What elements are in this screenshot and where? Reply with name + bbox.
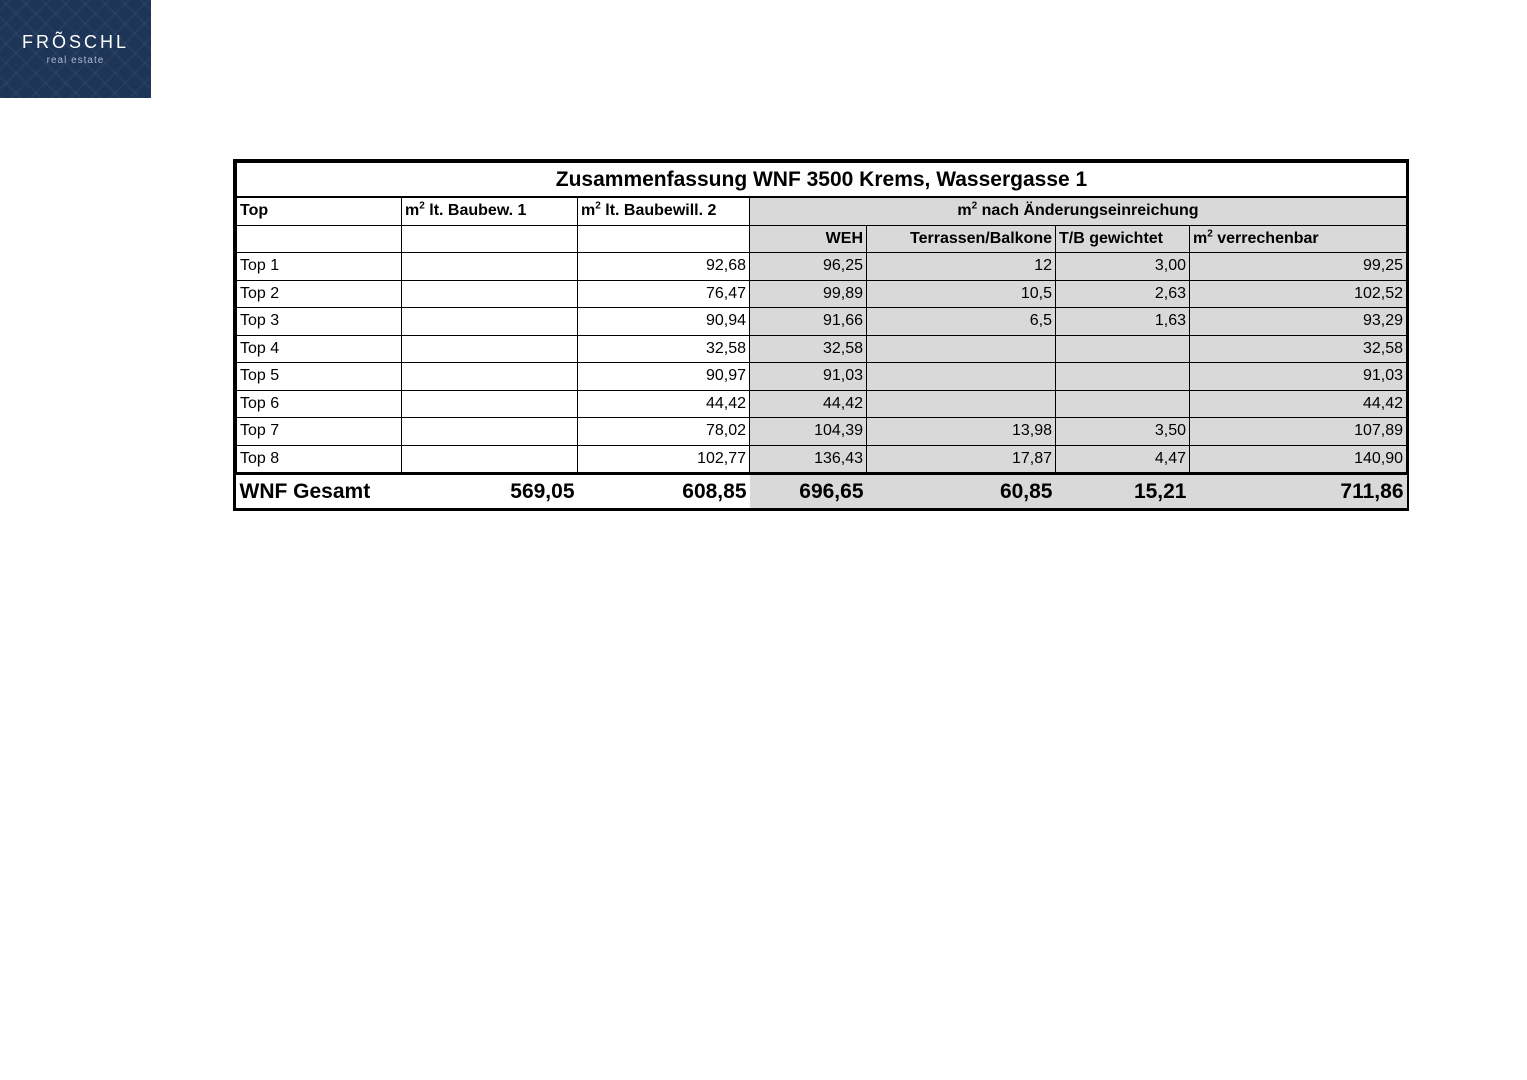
- header-empty-cell: [237, 225, 402, 253]
- cell-terrassen: 17,87: [867, 445, 1056, 474]
- table-row: [237, 445, 1407, 474]
- unit-superscript: 2: [595, 200, 601, 212]
- header-group-label: nach Änderungseinreichung: [981, 202, 1199, 220]
- unit-label: m: [405, 202, 420, 220]
- table-row: [237, 280, 1407, 308]
- total-terrassen: 60,85: [867, 474, 1056, 509]
- header-terrassen: Terrassen/Balkone: [867, 225, 1056, 253]
- cell-top: Top 1: [237, 253, 402, 281]
- total-row: [237, 474, 1407, 509]
- cell-top: Top 4: [237, 335, 402, 363]
- header-weh: WEH: [750, 225, 867, 253]
- cell-verrechenbar: 102,52: [1190, 280, 1407, 308]
- cell-verrechenbar: 44,42: [1190, 390, 1407, 418]
- company-logo: [0, 0, 151, 98]
- header-row-2: [237, 225, 1407, 253]
- header-tb: T/B gewichtet: [1056, 225, 1190, 253]
- header-baubew1-label: lt. Baubew. 1: [429, 202, 527, 220]
- cell-tb: 4,47: [1056, 445, 1190, 474]
- header-empty-cell: [402, 225, 578, 253]
- cell-tb: [1056, 390, 1190, 418]
- cell-weh: 91,66: [750, 308, 867, 336]
- cell-verrechenbar: 107,89: [1190, 418, 1407, 446]
- header-row-1: [237, 197, 1407, 225]
- logo-subtitle: real estate: [46, 55, 105, 66]
- cell-weh: 99,89: [750, 280, 867, 308]
- total-tb: 15,21: [1056, 474, 1190, 509]
- header-verrechenbar-label: verrechenbar: [1217, 229, 1319, 247]
- cell-baubew1: [402, 363, 578, 391]
- total-baubew1: 569,05: [402, 474, 578, 509]
- cell-weh: 136,43: [750, 445, 867, 474]
- unit-superscript: 2: [971, 200, 978, 212]
- header-top: Top: [237, 197, 402, 225]
- table-row: [237, 418, 1407, 446]
- cell-baubew1: [402, 418, 578, 446]
- cell-baubewill2: 92,68: [578, 253, 750, 281]
- total-label: WNF Gesamt: [237, 474, 402, 509]
- cell-tb: 2,63: [1056, 280, 1190, 308]
- title-row: [237, 163, 1407, 198]
- cell-terrassen: 10,5: [867, 280, 1056, 308]
- cell-baubew1: [402, 253, 578, 281]
- cell-baubewill2: 76,47: [578, 280, 750, 308]
- total-baubewill2: 608,85: [578, 474, 750, 509]
- cell-weh: 104,39: [750, 418, 867, 446]
- cell-top: Top 7: [237, 418, 402, 446]
- cell-verrechenbar: 93,29: [1190, 308, 1407, 336]
- table-row: [237, 363, 1407, 391]
- cell-tb: [1056, 335, 1190, 363]
- cell-baubewill2: 78,02: [578, 418, 750, 446]
- cell-verrechenbar: 32,58: [1190, 335, 1407, 363]
- cell-top: Top 2: [237, 280, 402, 308]
- cell-baubewill2: 32,58: [578, 335, 750, 363]
- cell-terrassen: 13,98: [867, 418, 1056, 446]
- table-row: [237, 308, 1407, 336]
- cell-baubew1: [402, 280, 578, 308]
- table-row: [237, 253, 1407, 281]
- cell-weh: 91,03: [750, 363, 867, 391]
- cell-tb: 3,50: [1056, 418, 1190, 446]
- cell-verrechenbar: 99,25: [1190, 253, 1407, 281]
- logo-name: FRÕSCHL: [21, 32, 129, 52]
- cell-verrechenbar: 140,90: [1190, 445, 1407, 474]
- cell-tb: 3,00: [1056, 253, 1190, 281]
- summary-table: [236, 162, 1407, 508]
- cell-top: Top 3: [237, 308, 402, 336]
- cell-baubew1: [402, 390, 578, 418]
- header-empty-cell: [578, 225, 750, 253]
- cell-terrassen: [867, 335, 1056, 363]
- header-baubew1: [402, 197, 578, 225]
- cell-verrechenbar: 91,03: [1190, 363, 1407, 391]
- cell-weh: 44,42: [750, 390, 867, 418]
- cell-baubew1: [402, 445, 578, 474]
- cell-baubew1: [402, 308, 578, 336]
- cell-baubewill2: 44,42: [578, 390, 750, 418]
- cell-baubewill2: 90,97: [578, 363, 750, 391]
- cell-baubewill2: 90,94: [578, 308, 750, 336]
- header-group: [750, 197, 1407, 225]
- cell-terrassen: [867, 363, 1056, 391]
- cell-top: Top 6: [237, 390, 402, 418]
- cell-baubewill2: 102,77: [578, 445, 750, 474]
- cell-tb: 1,63: [1056, 308, 1190, 336]
- cell-tb: [1056, 363, 1190, 391]
- table-row: [237, 335, 1407, 363]
- cell-weh: 32,58: [750, 335, 867, 363]
- cell-top: Top 8: [237, 445, 402, 474]
- summary-table-container: [233, 159, 1409, 511]
- cell-terrassen: 12: [867, 253, 1056, 281]
- table-row: [237, 390, 1407, 418]
- total-verrechenbar: 711,86: [1190, 474, 1407, 509]
- cell-baubew1: [402, 335, 578, 363]
- header-baubewill2: [578, 197, 750, 225]
- unit-label: m: [581, 202, 596, 220]
- table-title: Zusammenfassung WNF 3500 Krems, Wassergasse 1: [237, 163, 1407, 198]
- total-weh: 696,65: [750, 474, 867, 509]
- unit-superscript: 2: [1207, 228, 1213, 240]
- header-baubewill2-label: lt. Baubewill. 2: [605, 202, 717, 220]
- cell-weh: 96,25: [750, 253, 867, 281]
- header-verrechenbar: [1190, 225, 1407, 253]
- unit-label: m: [957, 202, 972, 220]
- cell-terrassen: [867, 390, 1056, 418]
- unit-label: m: [1193, 229, 1208, 247]
- cell-terrassen: 6,5: [867, 308, 1056, 336]
- cell-top: Top 5: [237, 363, 402, 391]
- unit-superscript: 2: [419, 200, 425, 212]
